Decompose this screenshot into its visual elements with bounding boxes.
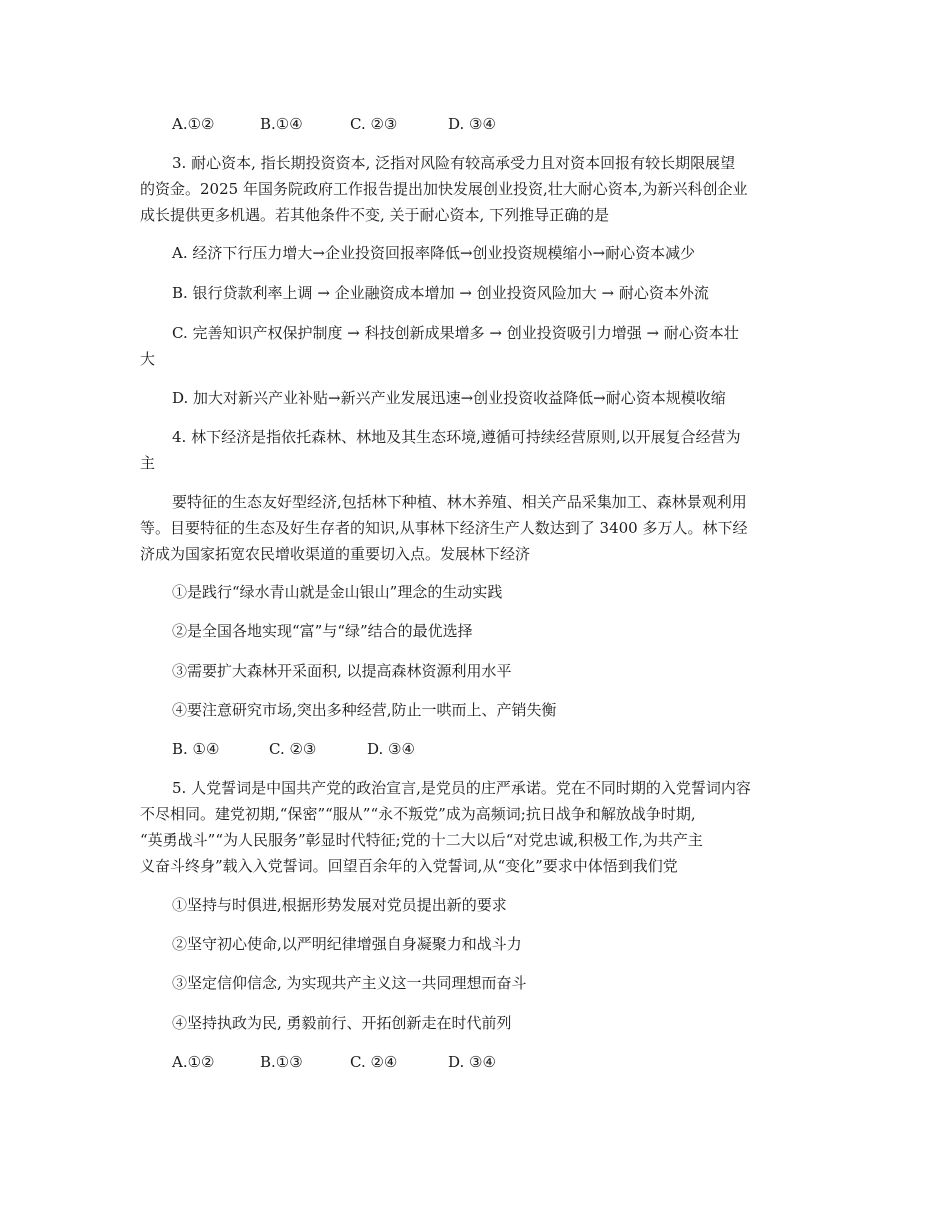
q5-option-d: D. ③④ bbox=[448, 1053, 496, 1071]
q5-stem-line-3: “英勇战斗”“为人民服务”彰显时代特征;党的十二大以后“对党忠诚,积极工作,为共产主 bbox=[140, 831, 703, 849]
q4-para-line-1: 要特征的生态友好型经济,包括林下种植、林木养殖、相关产品采集加工、森林景观利用 bbox=[172, 493, 747, 511]
q3-option-d: D. 加大对新兴产业补贴→新兴产业发展迅速→创业投资收益降低→耐心资本规模收缩 bbox=[172, 389, 726, 407]
q4-option-b: B. ①④ bbox=[172, 740, 220, 758]
q3-stem-line-2: 的资金。2025 年国务院政府工作报告提出加快发展创业投资,壮大耐心资本,为新兴科创企业 bbox=[140, 180, 748, 198]
q4-statement-3: ③需要扩大森林开采面积, 以提高森林资源利用水平 bbox=[172, 662, 512, 680]
q3-option-b: B. 银行贷款利率上调 → 企业融资成本增加 → 创业投资风险加大 → 耐心资本外流 bbox=[172, 284, 709, 302]
q4-statement-4: ④要注意研究市场,突出多种经营,防止一哄而上、产销失衡 bbox=[172, 701, 557, 719]
q4-para-line-3: 济成为国家拓宽农民增收渠道的重要切入点。发展林下经济 bbox=[140, 545, 531, 563]
q5-option-c: C. ②④ bbox=[350, 1053, 398, 1071]
q4-options bbox=[172, 739, 415, 759]
q2-option-a: A.①② bbox=[172, 115, 215, 133]
q5-option-b: B.①③ bbox=[260, 1053, 303, 1071]
q3-option-c-line-2: 大 bbox=[140, 350, 156, 368]
q5-statement-3: ③坚定信仰信念, 为实现共产主义这一共同理想而奋斗 bbox=[172, 974, 527, 992]
q4-stem-line-2: 主 bbox=[140, 454, 156, 472]
q5-statement-2: ②坚守初心使命,以严明纪律增强自身凝聚力和战斗力 bbox=[172, 935, 522, 953]
q4-statement-2: ②是全国各地实现“富”与“绿”结合的最优选择 bbox=[172, 622, 473, 640]
q3-stem-line-1: 3. 耐心资本, 指长期投资资本, 泛指对风险有较高承受力且对资本回报有较长期限展望 bbox=[172, 154, 736, 172]
q3-option-c-line-1: C. 完善知识产权保护制度 → 科技创新成果增多 → 创业投资吸引力增强 → 耐心资本壮 bbox=[172, 324, 739, 342]
q5-stem-line-4: 义奋斗终身”载入入党誓词。回望百余年的入党誓词,从“变化”要求中体悟到我们党 bbox=[140, 857, 678, 875]
q2-option-c: C. ②③ bbox=[350, 115, 398, 133]
q5-statement-4: ④坚持执政为民, 勇毅前行、开拓创新走在时代前列 bbox=[172, 1014, 512, 1032]
q4-para-line-2: 等。目要特征的生态及好生存者的知识,从事林下经济生产人数达到了 3400 多万人。林下经 bbox=[140, 519, 748, 537]
q4-option-d: D. ③④ bbox=[367, 740, 415, 758]
q2-option-b: B.①④ bbox=[260, 115, 303, 133]
q5-statement-1: ①坚持与时俱进,根据形势发展对党员提出新的要求 bbox=[172, 896, 507, 914]
q3-option-a: A. 经济下行压力增大→企业投资回报率降低→创业投资规模缩小→耐心资本减少 bbox=[172, 244, 696, 262]
q5-stem-line-2: 不尽相同。建党初期,“保密”“服从”“永不叛党”成为高频词;抗日战争和解放战争时期, bbox=[140, 805, 696, 823]
q5-option-a: A.①② bbox=[172, 1053, 215, 1071]
q5-options bbox=[172, 1052, 496, 1072]
q2-option-d: D. ③④ bbox=[448, 115, 496, 133]
q4-option-c: C. ②③ bbox=[269, 740, 317, 758]
q4-statement-1: ①是践行“绿水青山就是金山银山”理念的生动实践 bbox=[172, 583, 503, 601]
q5-stem-line-1: 5. 人党誓词是中国共产党的政治宣言,是党员的庄严承诺。党在不同时期的入党誓词内容 bbox=[172, 779, 751, 797]
q2-options bbox=[172, 114, 496, 134]
q3-stem-line-3: 成长提供更多机遇。若其他条件不变, 关于耐心资本, 下列推导正确的是 bbox=[140, 206, 610, 224]
q4-stem-line-1: 4. 林下经济是指依托森林、林地及其生态环境,遵循可持续经营原则,以开展复合经营为 bbox=[172, 428, 741, 446]
